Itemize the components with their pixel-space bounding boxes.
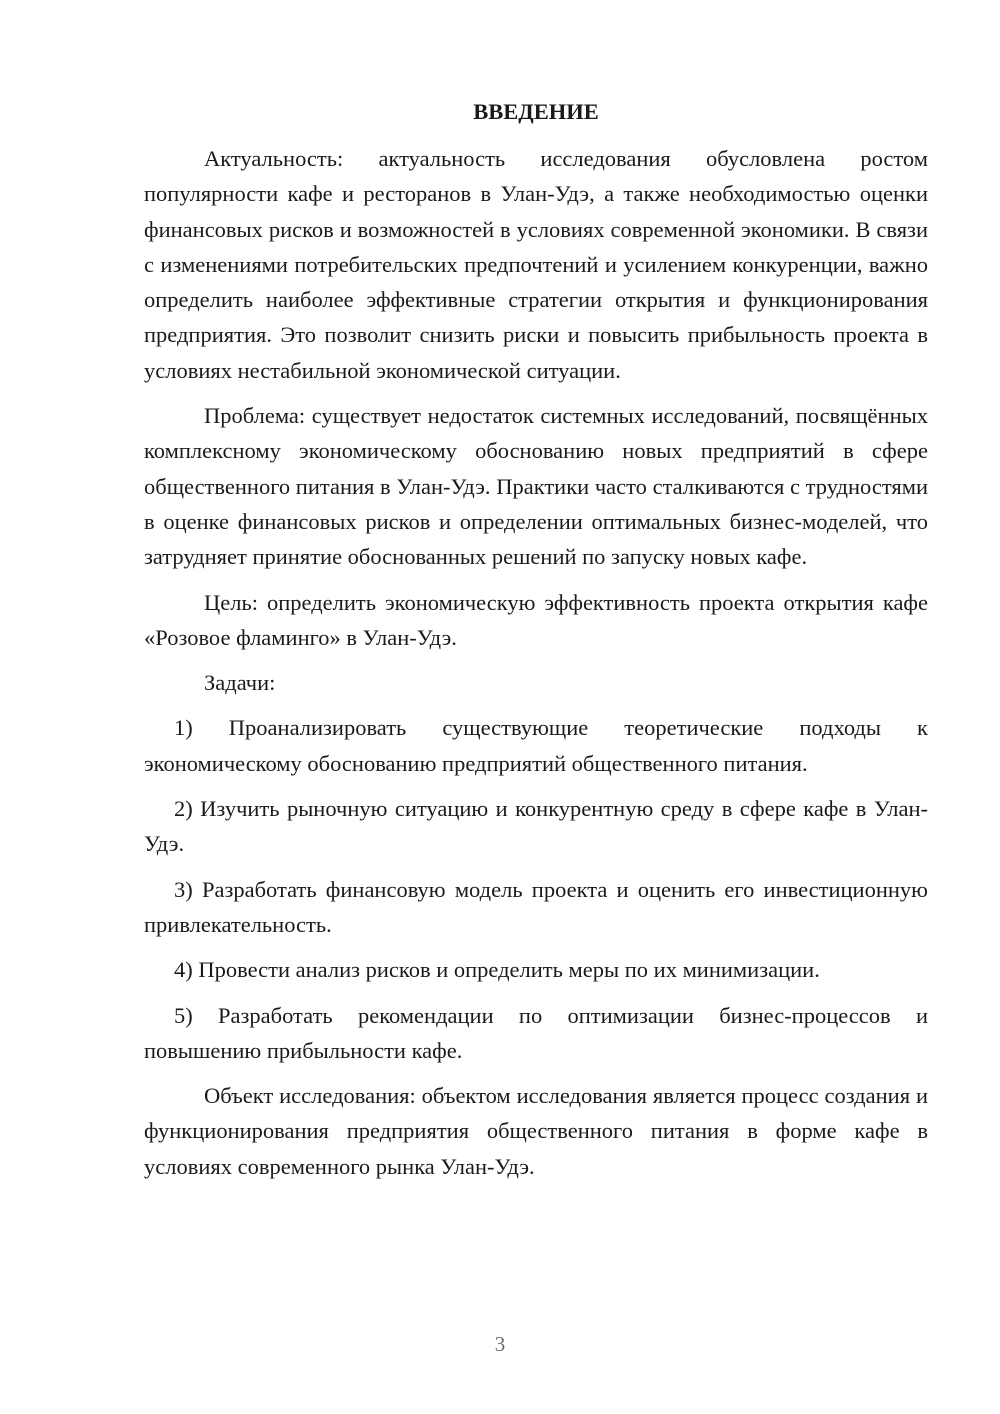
task-item-1: 1) Проанализировать существующие теоретические подходы к экономическому обоснованию предприятий общественного питания.	[144, 715, 928, 776]
paragraph-relevance: Актуальность: актуальность исследования обусловлена ростом популярности кафе и ресторанов в Улан-Удэ, а также необходимостью оценки финансовых рисков и возможностей в условиях современной экономики. В связи с изменениями потребительских предпочтений и усилением конкуренции, важно определить наиболее эффективные стратегии открытия и функционирования предприятия. Это позволит снизить риски и повысить прибыльность проекта в условиях нестабильной экономической ситуации.	[144, 146, 928, 383]
task-item-5: 5) Разработать рекомендации по оптимизации бизнес-процессов и повышению прибыльности кафе.	[144, 1002, 928, 1063]
task-item-3: 3) Разработать финансовую модель проекта и оценить его инвестиционную привлекательность.	[144, 876, 928, 937]
paragraph-problem: Проблема: существует недостаток системных исследований, посвящённых комплексному экономическому обоснованию новых предприятий в сфере общественного питания в Улан-Удэ. Практики часто сталкиваются с трудностями в оценке финансовых рисков и определении оптимальных бизнес-моделей, что затрудняет принятие обоснованных решений по запуску новых кафе.	[144, 403, 928, 570]
paragraph-goal: Цель: определить экономическую эффективность проекта открытия кафе «Розовое фламинго» в Улан-Удэ.	[144, 589, 928, 650]
task-item-4: 4) Провести анализ рисков и определить меры по их минимизации.	[174, 957, 820, 983]
section-title: ВВЕДЕНИЕ	[473, 99, 599, 124]
page-content	[144, 94, 928, 1184]
task-item-2: 2) Изучить рыночную ситуацию и конкурентную среду в сфере кафе в Улан-Удэ.	[144, 796, 928, 857]
page-number: 3	[494, 1332, 506, 1356]
paragraph-object: Объект исследования: объектом исследования является процесс создания и функционирования предприятия общественного питания в форме кафе в условиях современного рынка Улан-Удэ.	[144, 1083, 928, 1179]
tasks-heading: Задачи:	[204, 670, 276, 696]
